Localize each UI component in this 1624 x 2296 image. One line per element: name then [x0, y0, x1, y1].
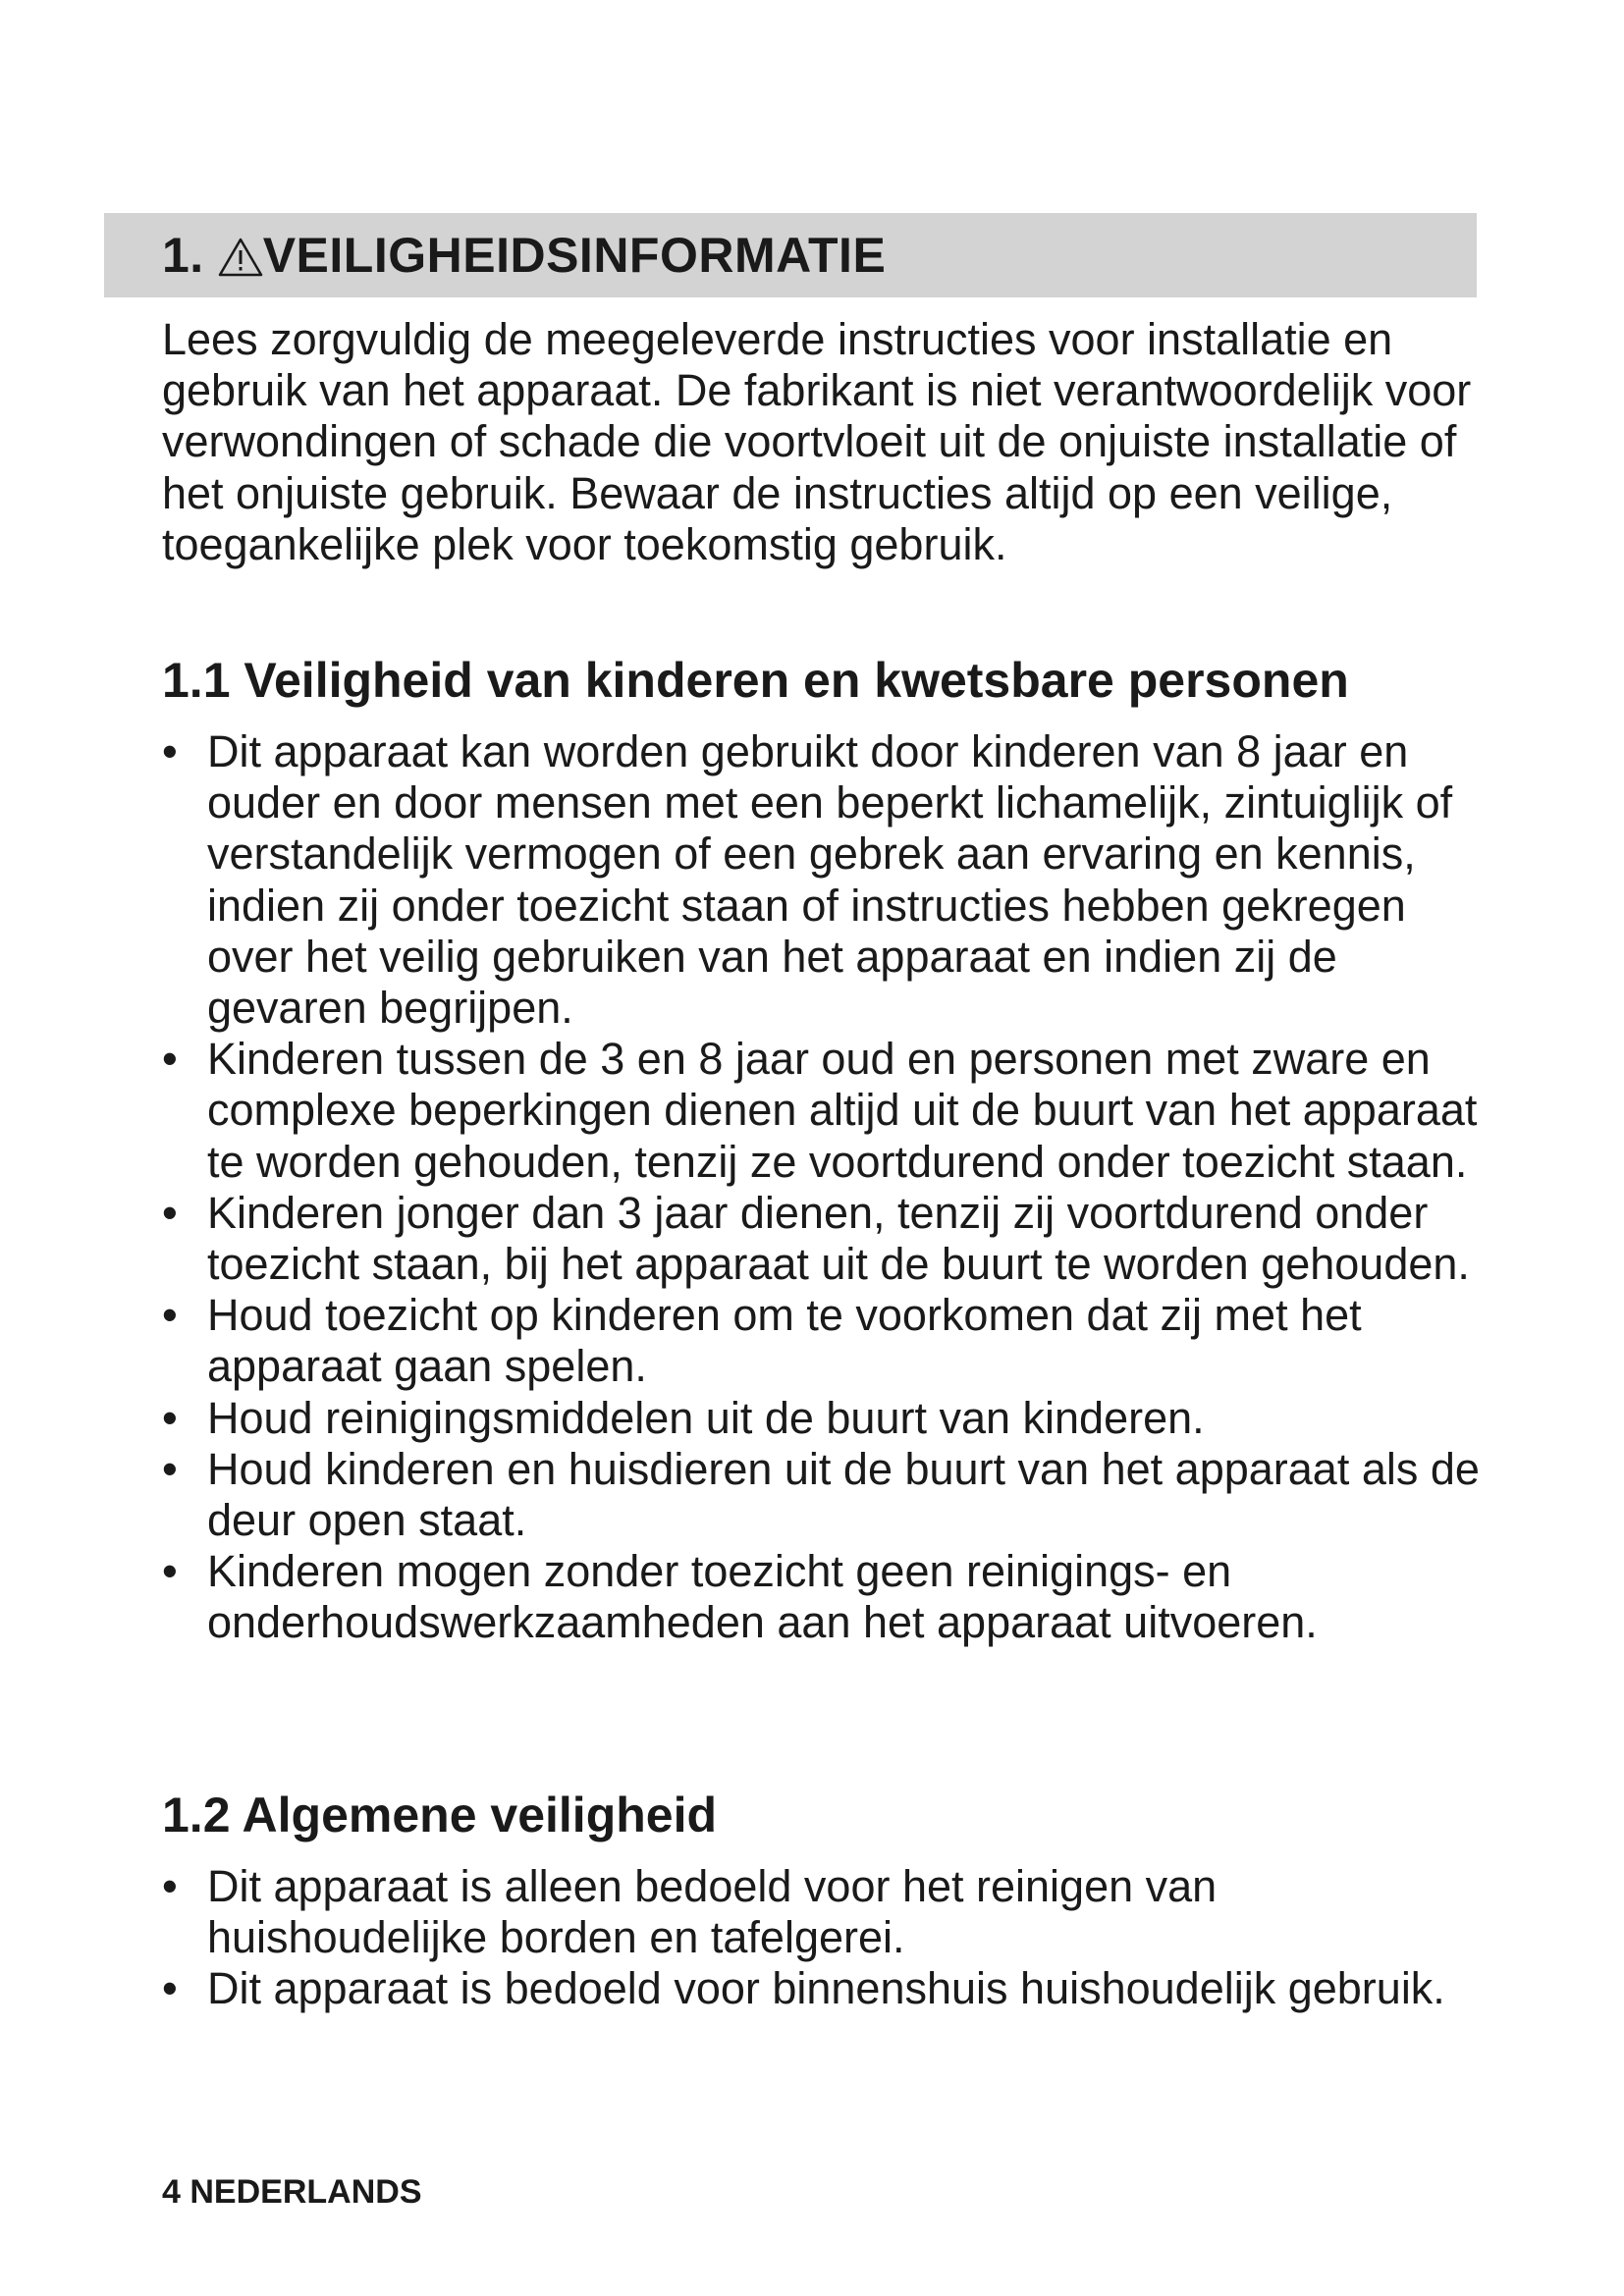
list-item-text: Houd toezicht op kinderen om te voorkomen dat zij met het apparaat gaan spelen.	[207, 1290, 1362, 1392]
list-item	[162, 1034, 1483, 1188]
list-item	[162, 1393, 1483, 1444]
page-footer	[162, 2172, 422, 2212]
section-number: 1.	[162, 228, 204, 283]
list-item	[162, 1188, 1483, 1290]
warning-triangle-icon	[218, 238, 263, 277]
bullet-marker: •	[162, 1963, 178, 2014]
list-item-text: Dit apparaat is bedoeld voor binnenshuis huishoudelijk gebruik.	[207, 1963, 1445, 2014]
list-item	[162, 726, 1483, 1034]
bullet-marker: •	[162, 1187, 178, 1238]
general-safety-list	[162, 1861, 1483, 2015]
list-item	[162, 1290, 1483, 1392]
bullet-marker: •	[162, 1290, 178, 1341]
section-title	[162, 228, 886, 283]
bullet-marker: •	[162, 1034, 178, 1085]
list-item-text: Kinderen jonger dan 3 jaar dienen, tenzij zij voortdurend onder toezicht staan, bij het apparaat uit de buurt te worden gehouden.	[207, 1187, 1470, 1290]
bullet-marker: •	[162, 1392, 178, 1443]
list-item-text: Houd kinderen en huisdieren uit de buurt van het apparaat als de deur open staat.	[207, 1443, 1480, 1546]
intro-paragraph: Lees zorgvuldig de meegeleverde instructies voor installatie en gebruik van het apparaat. De fabrikant is niet verantwoordelijk voor verwondingen of schade die voortvloeit uit de onjuiste installatie of het onjuiste gebruik. Bewaar de instructies altijd op een veilige, toegankelijke plek voor toekomstig gebruik.	[162, 314, 1472, 569]
list-item	[162, 1861, 1483, 1963]
list-item-text: Dit apparaat kan worden gebruikt door kinderen van 8 jaar en ouder en door mensen met een beperkt lichamelijk, zintuiglijk of verstandelijk vermogen of een gebrek aan ervaring en kennis, indien zij onder toezicht staan of instructies hebben gekregen over het veilig gebruiken van het apparaat en indien zij de gevaren begrijpen.	[207, 726, 1453, 1034]
footer-language: NEDERLANDS	[189, 2173, 422, 2211]
list-item-text: Kinderen mogen zonder toezicht geen reinigings- en onderhoudswerkzaamheden aan het apparaat uitvoeren.	[207, 1546, 1318, 1648]
list-item	[162, 1546, 1483, 1648]
bullet-marker: •	[162, 1861, 178, 1911]
list-item-text: Houd reinigingsmiddelen uit de buurt van kinderen.	[207, 1392, 1205, 1443]
child-safety-list	[162, 726, 1483, 1649]
bullet-marker: •	[162, 726, 178, 776]
list-item-text: Kinderen tussen de 3 en 8 jaar oud en personen met zware en complexe beperkingen dienen altijd uit de buurt van het apparaat te worden gehouden, tenzij ze voortdurend onder toezicht staan.	[207, 1034, 1478, 1187]
list-item	[162, 1963, 1483, 2014]
bullet-marker: •	[162, 1443, 178, 1494]
list-item-text: Dit apparaat is alleen bedoeld voor het reinigen van huishoudelijke borden en tafelgerei.	[207, 1861, 1218, 1963]
list-item	[162, 1444, 1483, 1546]
subsection-heading-child-safety: 1.1 Veiligheid van kinderen en kwetsbare personen	[162, 653, 1349, 708]
subsection-heading-general-safety: 1.2 Algemene veiligheid	[162, 1788, 718, 1842]
section-title-text: VEILIGHEIDSINFORMATIE	[262, 228, 887, 283]
bullet-marker: •	[162, 1546, 178, 1597]
page-number: 4	[162, 2173, 181, 2211]
